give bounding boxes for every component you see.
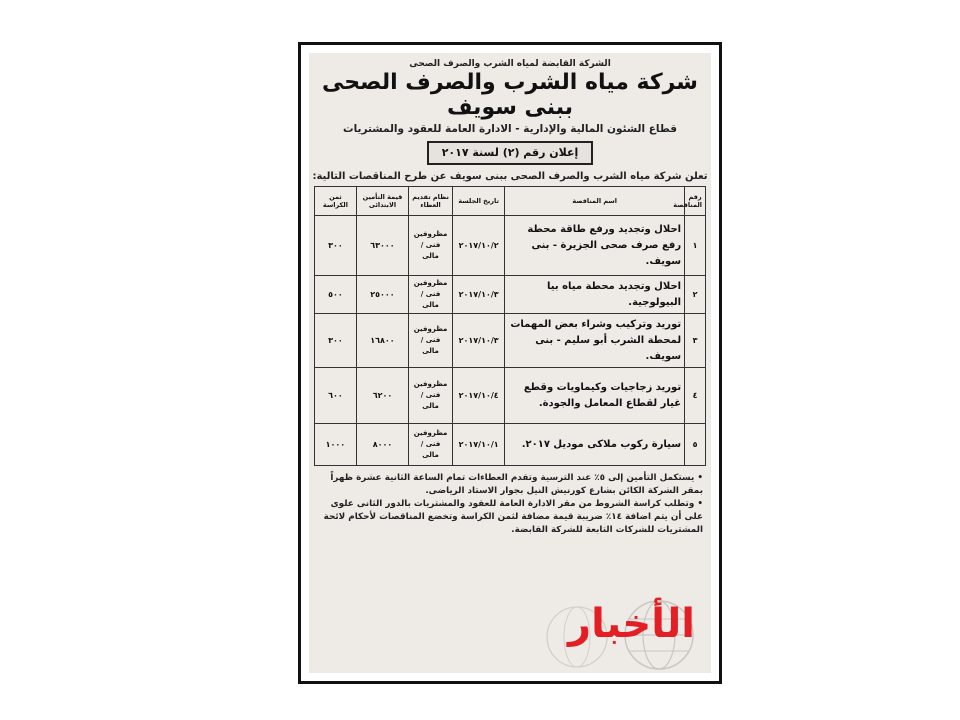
cell-type: مظروفين فنى / مالى <box>409 314 453 368</box>
cell-insurance: ٨٠٠٠ <box>356 424 408 466</box>
cell-type: مظروفين فنى / مالى <box>409 216 453 276</box>
newspaper-logo <box>539 587 709 673</box>
cell-insurance: ٦٢٠٠ <box>356 368 408 424</box>
table-row <box>315 314 706 368</box>
intro-text: تعلن شركة مياه الشرب والصرف الصحى ببنى سويف عن طرح المناقصات التالية: <box>312 171 708 182</box>
cell-insurance: ١٦٨٠٠ <box>356 314 408 368</box>
table-header-row <box>315 187 706 216</box>
cell-name: سيارة ركوب ملاكى موديل ٢٠١٧. <box>505 424 685 466</box>
header-name: اسم المناقصة <box>505 187 685 216</box>
cell-type: مظروفين فنى / مالى <box>409 368 453 424</box>
header-insurance: قيمة التأمين الابتدائى <box>356 187 408 216</box>
cell-type: مظروفين فنى / مالى <box>409 424 453 466</box>
newspaper-clipping-frame <box>298 42 722 684</box>
cell-price: ٥٠٠ <box>315 276 357 314</box>
cell-date: ٢٠١٧/١٠/٣ <box>453 314 505 368</box>
sector-name: قطاع الشئون المالية والإدارية - الادارة العامة للعقود والمشتريات <box>343 123 677 135</box>
newspaper-clipping <box>309 53 711 673</box>
cell-type: مظروفين فنى / مالى <box>409 276 453 314</box>
company-title: شركة مياه الشرب والصرف الصحى ببنى سويف <box>322 70 698 120</box>
header-price: ثمن الكراسة <box>315 187 357 216</box>
header-num: رقم المناقصة <box>685 187 706 216</box>
header-type: نظام تقديم العطاء <box>409 187 453 216</box>
holding-company-name: الشركة القابضة لمياه الشرب والصرف الصحى <box>409 59 611 69</box>
logo-text: الأخبار <box>568 601 695 647</box>
note-paragraph: • يستكمل التأمين إلى ٥٪ عند الترسية وتقدم العطاءات تمام الساعة الثانية عشرة ظهراً بمقر الشركة الكائن بشارع كورنيش النيل بجوار الاستاد الرياضى. <box>330 473 703 496</box>
cell-num: ٥ <box>685 424 706 466</box>
cell-price: ٦٠٠ <box>315 368 357 424</box>
cell-insurance: ٦٣٠٠٠ <box>356 216 408 276</box>
cell-num: ٢ <box>685 276 706 314</box>
cell-name: توريد وتركيب وشراء بعض المهمات لمحطة الشرب أبو سليم - بنى سويف. <box>505 314 685 368</box>
cell-name: توريد زجاجيات وكيماويات وقطع غيار لقطاع المعامل والجودة. <box>505 368 685 424</box>
cell-name: احلال وتجديد ورفع طاقة محطة رفع صرف صحى الجزيرة - بنى سويف. <box>505 216 685 276</box>
cell-num: ١ <box>685 216 706 276</box>
table-row <box>315 368 706 424</box>
table-row <box>315 424 706 466</box>
cell-name: احلال وتجديد محطة مياه بيا البيولوجية. <box>505 276 685 314</box>
tenders-table <box>314 186 706 466</box>
cell-date: ٢٠١٧/١٠/٢ <box>453 216 505 276</box>
note-paragraph: • وتطلب كراسة الشروط من مقر الادارة العامة للعقود والمشتريات بالدور الثانى علوى على أن يتم اضافة ١٤٪ ضريبة قيمة مضافة لثمن الكراسة وتخضع المناقصات لأحكام لائحة المشتريات للشركات التابعة للشركة القابضة. <box>323 499 703 535</box>
cell-num: ٤ <box>685 368 706 424</box>
cell-date: ٢٠١٧/١٠/١ <box>453 424 505 466</box>
table-row <box>315 276 706 314</box>
cell-date: ٢٠١٧/١٠/٣ <box>453 276 505 314</box>
cell-price: ٣٠٠ <box>315 314 357 368</box>
cell-num: ٣ <box>685 314 706 368</box>
table-row <box>315 216 706 276</box>
cell-date: ٢٠١٧/١٠/٤ <box>453 368 505 424</box>
header-date: تاريخ الجلسة <box>453 187 505 216</box>
cell-price: ١٠٠٠ <box>315 424 357 466</box>
cell-price: ٣٠٠ <box>315 216 357 276</box>
announcement-number: إعلان رقم (٢) لسنة ٢٠١٧ <box>427 141 593 165</box>
cell-insurance: ٢٥٠٠٠ <box>356 276 408 314</box>
notes-section <box>315 472 703 537</box>
